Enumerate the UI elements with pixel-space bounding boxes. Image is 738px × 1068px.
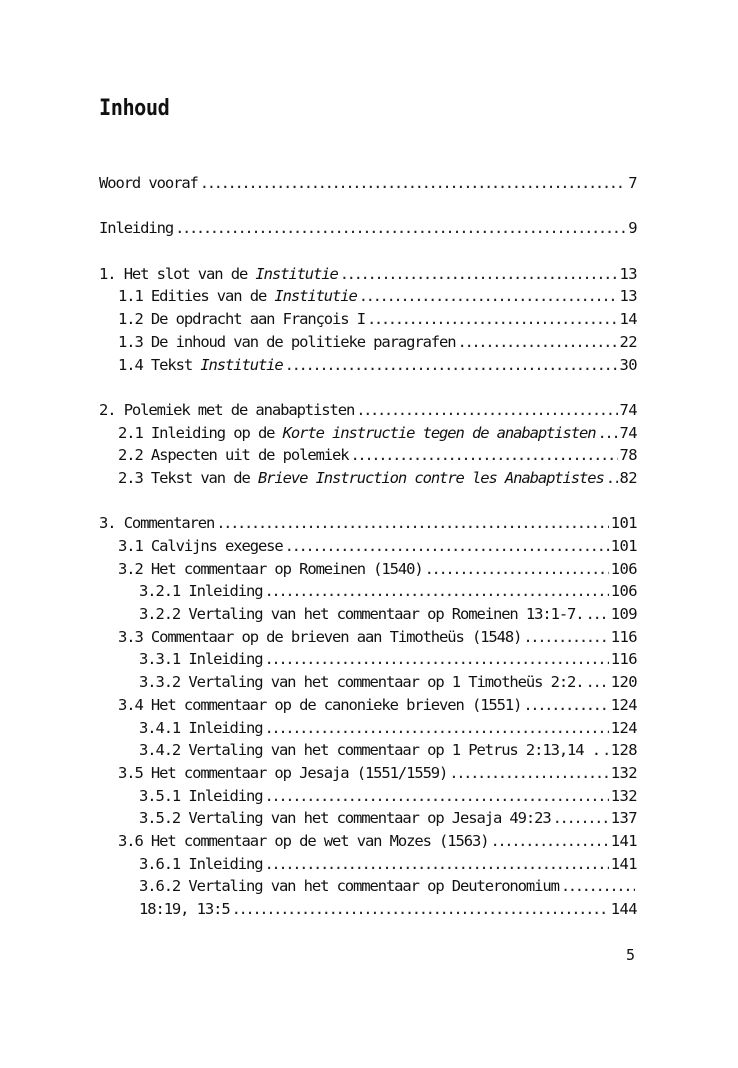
toc-page-number: 82	[619, 468, 637, 487]
dot-leader	[216, 512, 609, 535]
dot-leader	[340, 263, 618, 286]
toc-entry-1-1	[99, 285, 637, 308]
toc-entry-label: 3.6.1 Inleiding	[139, 854, 263, 873]
toc-page-number: 109	[610, 605, 637, 624]
toc-page-number: 128	[610, 741, 637, 760]
toc-entry-inleiding	[99, 217, 637, 240]
dot-leader	[356, 399, 617, 422]
toc-page-number: 13	[619, 287, 637, 306]
toc-entry-label: 3.3.1 Inleiding	[139, 650, 263, 669]
toc-entry-1-3	[99, 331, 637, 354]
dot-leader	[523, 626, 608, 649]
toc-entry-3-5-1	[99, 785, 637, 808]
dot-leader	[586, 603, 609, 626]
toc-entry-label: 3.4.2 Vertaling van het commentaar op 1 Petrus 2:13,14 .	[139, 741, 600, 760]
dot-leader	[264, 580, 608, 603]
toc-entry-label: 3.5.1 Inleiding	[139, 786, 263, 805]
toc-entry-label: Inleiding	[99, 219, 174, 238]
dot-leader	[553, 807, 609, 830]
toc-entry-3-5-2	[99, 807, 637, 830]
dot-leader	[367, 308, 618, 331]
toc-page-number: 132	[610, 786, 637, 805]
toc-entry-3-6	[99, 830, 637, 853]
toc-entry-3-6-2	[99, 875, 637, 898]
toc-entry-label: 1.1 Edities van de Institutie	[118, 287, 357, 306]
toc-page-number: 116	[610, 650, 637, 669]
toc-page-number: 74	[619, 400, 637, 419]
toc-page-number: 74	[619, 423, 637, 442]
toc-entry-label: 2.1 Inleiding op de Korte instructie tegen de anabaptisten	[118, 423, 596, 442]
toc-page-number: 144	[610, 900, 637, 918]
toc-entry-3-3-2	[99, 671, 637, 694]
toc-page-number: 137	[610, 809, 637, 828]
toc-entry-label: 1.4 Tekst Institutie	[118, 355, 283, 374]
toc-entry-label: 1.2 De opdracht aan François I	[118, 310, 365, 329]
toc-page-number: 22	[619, 332, 637, 351]
table-of-contents	[99, 172, 637, 921]
toc-entry-3-3	[99, 626, 637, 649]
dot-leader	[359, 285, 618, 308]
dot-leader	[264, 853, 608, 876]
dot-leader	[425, 558, 609, 581]
dot-leader	[200, 172, 626, 195]
toc-entry-3-2-1	[99, 580, 637, 603]
toc-entry-label: 3.2.1 Inleiding	[139, 582, 263, 601]
toc-entry-label: 3.3 Commentaar op de brieven aan Timotheüs (1548)	[118, 627, 522, 646]
toc-entry-2-2	[99, 444, 637, 467]
toc-entry-3-4	[99, 694, 637, 717]
toc-entry-label: 3.6 Het commentaar op de wet van Mozes (1563)	[118, 831, 489, 850]
toc-entry-label: 3.6.2 Vertaling van het commentaar op Deuteronomium	[139, 877, 559, 896]
toc-entry-3-1	[99, 535, 637, 558]
toc-page-number: 13	[619, 264, 637, 283]
dot-leader	[597, 422, 617, 445]
toc-page-number: 124	[610, 695, 637, 714]
dot-leader	[490, 830, 608, 853]
toc-entry-label: 18:19, 13:5	[139, 900, 230, 918]
toc-entry-label: 3.2 Het commentaar op Romeinen (1540)	[118, 559, 423, 578]
dot-leader	[561, 875, 635, 898]
dot-leader	[232, 898, 609, 921]
dot-leader	[351, 444, 618, 467]
toc-entry-label: 2.2 Aspecten uit de polemiek	[118, 446, 349, 465]
toc-entry-label: 3.1 Calvijns exegese	[118, 537, 283, 555]
toc-chapter-3	[99, 512, 637, 535]
toc-entry-3-6-2-continued	[99, 898, 637, 921]
page-number: 5	[626, 946, 635, 964]
toc-entry-label: Woord vooraf	[99, 174, 198, 192]
page-title: Inhoud	[99, 96, 170, 121]
dot-leader	[285, 354, 618, 377]
toc-page-number: 78	[619, 446, 637, 465]
dot-leader	[264, 648, 608, 671]
toc-chapter-1	[99, 263, 637, 286]
toc-entry-label: 1. Het slot van de Institutie	[99, 264, 338, 283]
toc-entry-label: 3. Commentaren	[99, 514, 215, 533]
dot-leader	[523, 694, 608, 717]
toc-entry-1-4	[99, 354, 637, 377]
toc-entry-3-2	[99, 558, 637, 581]
toc-entry-label: 2. Polemiek met de anabaptisten	[99, 400, 355, 419]
dot-leader	[264, 717, 608, 740]
toc-entry-3-4-1	[99, 717, 637, 740]
toc-page-number: 141	[610, 831, 637, 850]
toc-entry-3-3-1	[99, 648, 637, 671]
toc-entry-label: 1.3 De inhoud van de politieke paragrafen	[118, 332, 456, 351]
toc-entry-1-2	[99, 308, 637, 331]
toc-entry-label: 3.2.2 Vertaling van het commentaar op Romeinen 13:1-7.	[139, 605, 584, 624]
dot-leader	[264, 785, 608, 808]
dot-leader	[175, 217, 626, 240]
toc-page-number: 101	[610, 537, 637, 555]
toc-page-number: 101	[610, 514, 637, 533]
toc-page-number: 106	[610, 559, 637, 578]
toc-page-number: 7	[628, 174, 637, 192]
toc-page-number: 120	[610, 673, 637, 692]
toc-page-number: 30	[619, 355, 637, 374]
toc-entry-label: 3.3.2 Vertaling van het commentaar op 1 Timotheüs 2:2.	[139, 673, 584, 692]
toc-entry-label: 3.4.1 Inleiding	[139, 718, 263, 737]
toc-page-number: 14	[619, 310, 637, 329]
toc-page-number: 9	[628, 219, 637, 238]
dot-leader	[602, 739, 609, 762]
dot-leader	[285, 535, 609, 558]
toc-entry-2-1	[99, 422, 637, 445]
dot-leader	[458, 331, 618, 354]
toc-entry-label: 3.5.2 Vertaling van het commentaar op Jesaja 49:23	[139, 809, 551, 828]
toc-entry-3-5	[99, 762, 637, 785]
toc-entry-3-4-2	[99, 739, 637, 762]
dot-leader	[606, 467, 618, 490]
toc-page-number: 124	[610, 718, 637, 737]
toc-entry-label: 2.3 Tekst van de Brieve Instruction contre les Anabaptistes	[118, 468, 604, 487]
toc-page-number: 141	[610, 854, 637, 873]
toc-page-number: 106	[610, 582, 637, 601]
toc-entry-woord-vooraf	[99, 172, 637, 195]
toc-entry-2-3	[99, 467, 637, 490]
dot-leader	[586, 671, 609, 694]
toc-page-number: 116	[610, 627, 637, 646]
toc-entry-3-2-2	[99, 603, 637, 626]
toc-entry-label: 3.5 Het commentaar op Jesaja (1551/1559)	[118, 763, 448, 782]
dot-leader	[449, 762, 609, 785]
toc-entry-label: 3.4 Het commentaar op de canonieke brieven (1551)	[118, 695, 522, 714]
toc-chapter-2	[99, 399, 637, 422]
toc-entry-3-6-1	[99, 853, 637, 876]
toc-page-number: 132	[610, 763, 637, 782]
